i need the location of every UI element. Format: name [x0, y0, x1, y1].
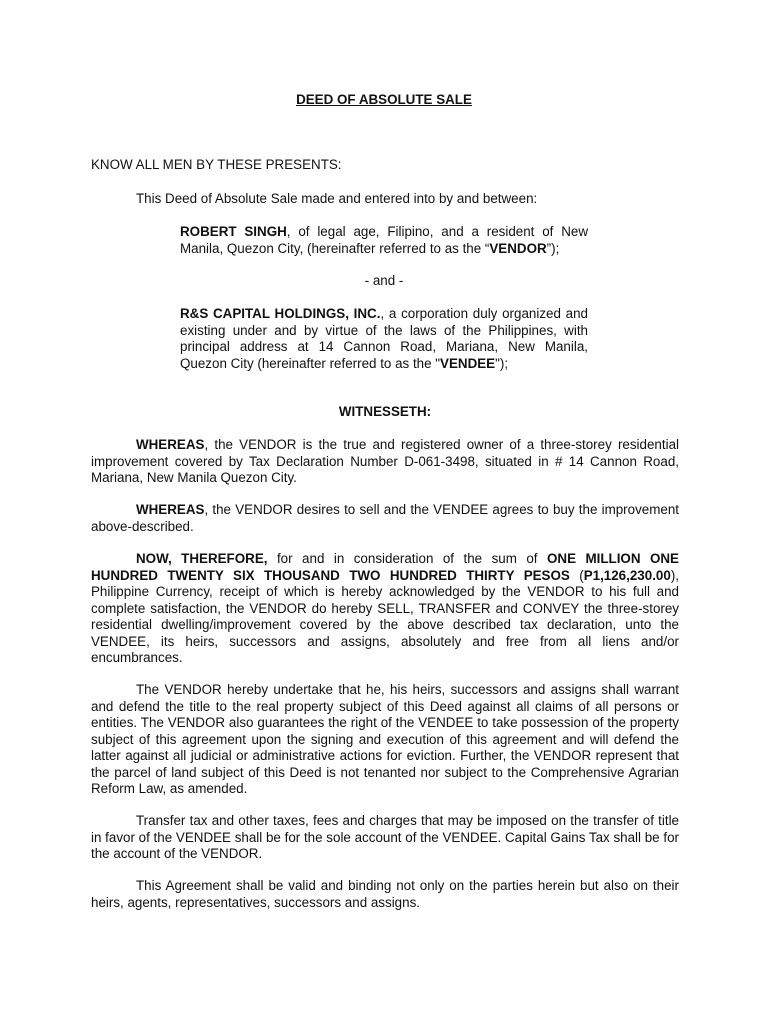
- and-separator: - and -: [364, 273, 404, 288]
- vendor-description: , of legal age, Filipino, and a resident of New Manila, Quezon City, (hereinafter referred to as the “: [180, 224, 589, 256]
- consideration-paragraph: [91, 551, 679, 667]
- document-title: DEED OF ABSOLUTE SALE: [296, 92, 472, 107]
- vendor-end: ”);: [546, 240, 560, 256]
- warranty-paragraph: The VENDOR hereby undertake that he, his heirs, successors and assigns shall warrant and defend the title to the real property subject of this Deed against all claims of all persons or entities. The VENDOR also guarantees the right of the VENDEE to take possession of the property subject of this agreement upon the signing and execution of this agreement and will defend the latter against all judicial or administrative actions for eviction. Further, the VENDOR represent that the parcel of land subject of this Deed is not tenanted nor subject to the Comprehensive Agrarian Reform Law, as amended.: [91, 682, 679, 796]
- intro-paragraph: This Deed of Absolute Sale made and entered into by and between:: [136, 191, 538, 206]
- whereas-text-1: , the VENDOR is the true and registered owner of a three-storey residential improvement covered by Tax Declaration Number D-061-3498, situated in # 14 Cannon Road, Mariana, New Manila Quezon City.: [91, 437, 679, 485]
- amount-in-figures: P1,126,230.00: [583, 567, 671, 583]
- party-vendor: [180, 224, 588, 257]
- salutation: KNOW ALL MEN BY THESE PRESENTS:: [91, 157, 342, 172]
- vendee-end: ");: [495, 355, 509, 371]
- whereas-paragraph-2: [91, 502, 679, 535]
- witnesseth-heading: WITNESSETH:: [338, 404, 432, 419]
- consideration-text-3: ), Philippine Currency, receipt of which is hereby acknowledged by the VENDOR to his full and complete satisfaction, the VENDOR do hereby SELL, TRANSFER and CONVEY the three-storey residential dwelling/improvement covered by the above described tax declaration, unto the VENDEE, its heirs, successors and assigns, absolutely and free from all liens and/or encumbrances.: [91, 567, 679, 665]
- now-therefore-lead: NOW, THEREFORE,: [136, 551, 268, 566]
- vendee-name: R&S CAPITAL HOLDINGS, INC.: [180, 306, 381, 321]
- amount-in-words: ONE MILLION ONE HUNDRED TWENTY SIX THOUSAND TWO HUNDRED THIRTY PESOS: [91, 551, 679, 583]
- consideration-text-2: (: [569, 567, 584, 583]
- whereas-lead-1: WHEREAS: [136, 437, 205, 452]
- binding-paragraph: This Agreement shall be valid and binding not only on the parties herein but also on their heirs, agents, representatives, successors and assigns.: [91, 878, 679, 910]
- party-vendee: [180, 306, 588, 372]
- consideration-text-1: for and in consideration of the sum of: [267, 551, 547, 566]
- vendor-role: VENDOR: [489, 240, 547, 256]
- vendor-name: ROBERT SINGH: [180, 224, 287, 239]
- whereas-text-2: , the VENDOR desires to sell and the VENDEE agrees to buy the improvement above-described.: [91, 502, 679, 534]
- vendee-role: VENDEE: [440, 355, 496, 371]
- taxes-paragraph: Transfer tax and other taxes, fees and charges that may be imposed on the transfer of title in favor of the VENDEE shall be for the sole account of the VENDEE. Capital Gains Tax shall be for the account of the VENDOR.: [91, 813, 679, 861]
- whereas-paragraph-1: [91, 437, 679, 487]
- whereas-lead-2: WHEREAS: [136, 502, 205, 517]
- vendee-description: , a corporation duly organized and existing under and by virtue of the laws of the Philippines, with principal address at 14 Cannon Road, Mariana, New Manila, Quezon City (hereinafter referred to as the ": [180, 306, 588, 371]
